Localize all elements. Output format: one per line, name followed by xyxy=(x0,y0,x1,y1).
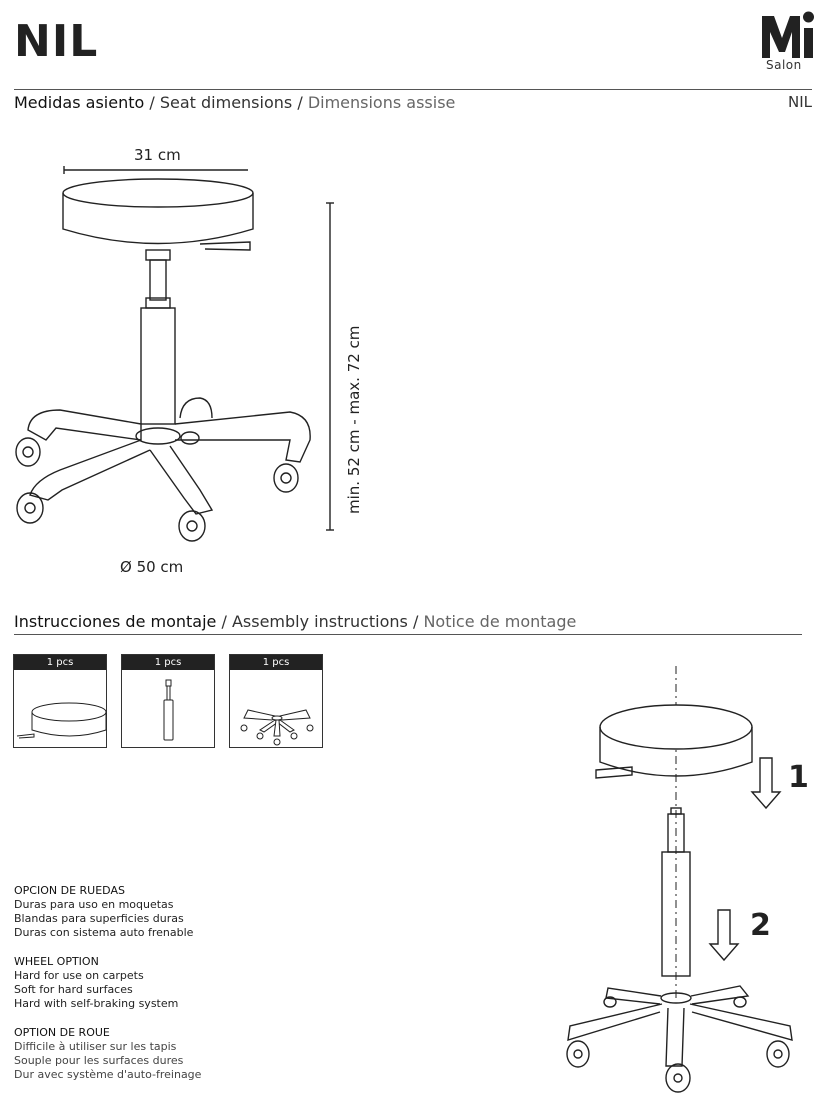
wheel-line: Souple pour les surfaces dures xyxy=(14,1054,184,1067)
wheel-notes-en xyxy=(14,955,178,1011)
title-sep: / xyxy=(149,93,155,112)
wheel-line: Hard for use on carpets xyxy=(14,969,144,982)
wheel-notes-es xyxy=(14,884,193,940)
wheel-line: Duras con sistema auto frenable xyxy=(14,926,194,939)
step-1-number: 1 xyxy=(788,760,809,795)
wheel-line: Soft for hard surfaces xyxy=(14,983,133,996)
product-code: NIL xyxy=(787,93,812,111)
title-es: Medidas asiento xyxy=(14,93,145,112)
title-fr: Dimensions assise xyxy=(307,93,456,112)
seat-width-label: 31 cm xyxy=(134,146,181,164)
wheel-line: Blandas para superficies duras xyxy=(14,912,184,925)
wheel-line: Difficile à utiliser sur les tapis xyxy=(14,1040,177,1053)
product-name: NIL xyxy=(14,16,99,67)
title-fr: Notice de montage xyxy=(423,612,577,631)
title-es: Instrucciones de montaje xyxy=(14,612,217,631)
wheel-line: Hard with self-braking system xyxy=(14,997,179,1010)
title-en: Seat dimensions xyxy=(159,93,293,112)
part-qty: 1 pcs xyxy=(230,655,322,670)
part-qty: 1 pcs xyxy=(14,655,106,670)
title-sep: / xyxy=(221,612,227,631)
base-diameter-label: Ø 50 cm xyxy=(120,558,184,576)
step-2-number: 2 xyxy=(750,908,771,943)
title-sep: / xyxy=(297,93,303,112)
wheel-line: Dur avec système d'auto-freinage xyxy=(14,1068,202,1081)
wheel-heading: OPTION DE ROUE xyxy=(14,1026,110,1039)
title-en: Assembly instructions xyxy=(231,612,408,631)
wheel-notes-fr xyxy=(14,1026,201,1082)
height-range-label: min. 52 cm - max. 72 cm xyxy=(345,325,363,514)
title-sep: / xyxy=(412,612,419,631)
logo-subtitle: Salon xyxy=(766,58,802,72)
wheel-heading: WHEEL OPTION xyxy=(14,955,99,968)
wheel-heading: OPCION DE RUEDAS xyxy=(14,884,125,897)
part-qty: 1 pcs xyxy=(122,655,214,670)
wheel-line: Duras para uso en moquetas xyxy=(14,898,174,911)
